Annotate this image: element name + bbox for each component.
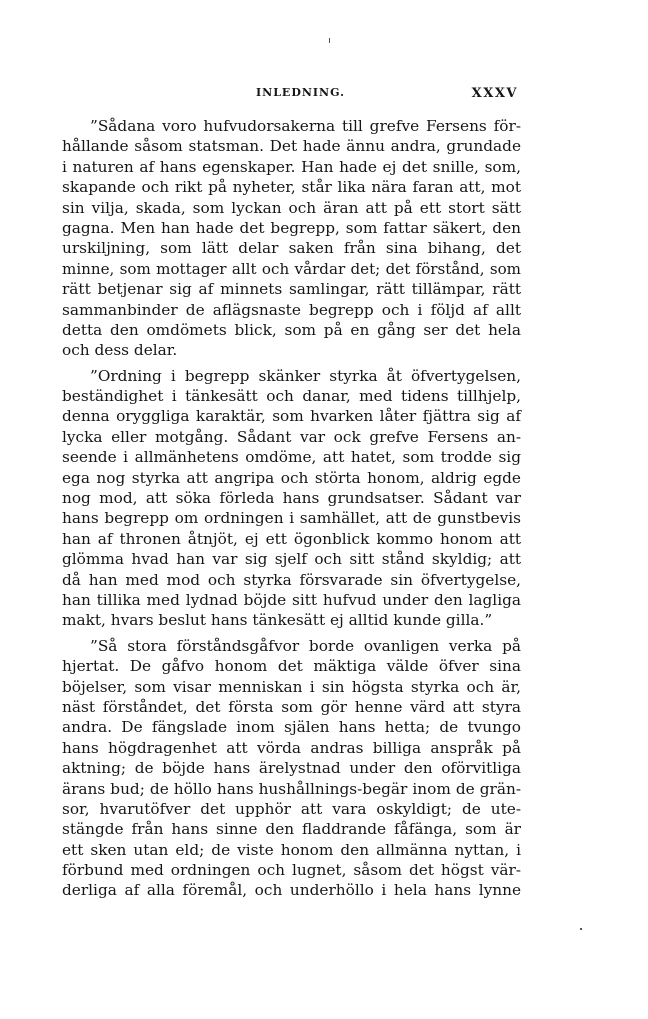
text-line: sin vilja, skada, som lyckan och äran att på ett stort sätt (62, 198, 521, 217)
text-line: hjertat. De gåfvo honom det mäktiga välde öfver sina (62, 657, 521, 676)
top-speck-mark (329, 38, 330, 43)
text-line: makt, hvars beslut hans tänkesätt ej alltid kunde gilla.” (62, 611, 493, 630)
text-line: då han med mod och styrka försvarade sin öfvertygelse, (62, 570, 521, 589)
text-line: sor, hvarutöfver det upphör att vara oskyldigt; de ute- (62, 799, 521, 818)
text-line: i naturen af hans egenskaper. Han hade ej det snille, som, (62, 157, 521, 176)
text-line: ”Sådana voro hufvudorsakerna till grefve Fersens för- (90, 117, 521, 135)
text-line: han af thronen åtnjöt, ej ett ögonblick kommo honom att (62, 529, 521, 548)
paragraph-1 (62, 116, 521, 361)
text-line: förbund med ordningen och lugnet, såsom det högst vär- (62, 861, 521, 880)
text-line: aktning; de böjde hans ärelystnad under den oförvitliga (62, 759, 521, 778)
text-line: lycka eller motgång. Sådant var ock grefve Fersens an- (62, 427, 521, 446)
text-line: detta den omdömets blick, som på en gång ser det hela (62, 320, 521, 339)
text-line: hans begrepp om ordningen i samhället, att de gunstbevis (62, 509, 521, 528)
text-line: urskiljning, som lätt delar saken från sina bihang, det (62, 239, 521, 258)
text-line: seende i allmänhetens omdöme, att hatet, som trodde sig (62, 448, 521, 467)
text-line: beständighet i tänkesätt och danar, med tidens tillhjelp, (62, 387, 521, 406)
text-line: hållande såsom statsman. Det hade ännu andra, grundade (62, 137, 521, 156)
running-header (256, 86, 518, 106)
text-line: ega nog styrka att angripa och störta honom, aldrig egde (62, 468, 521, 487)
body-text (62, 116, 521, 906)
text-line: nog mod, att söka förleda hans grundsatser. Sådant var (62, 489, 521, 508)
text-line: ”Så stora förståndsgåfvor borde ovanligen verka på (90, 636, 521, 655)
text-line: ärans bud; de höllo hans hushållnings-begär inom de grän- (62, 779, 521, 798)
paragraph-2 (62, 366, 521, 631)
text-line: rätt betjenar sig af minnets samlingar, rätt tillämpar, rätt (62, 280, 521, 299)
text-line: derliga af alla föremål, och underhöllo i hela hans lynne (62, 881, 521, 900)
right-margin-speck-mark (580, 928, 582, 930)
text-line: minne, som mottager allt och vårdar det; det förstånd, som (62, 259, 521, 278)
text-line: skapande och rikt på nyheter, står lika nära faran att, mot (62, 178, 521, 197)
text-line: gagna. Men han hade det begrepp, som fattar säkert, den (62, 218, 521, 237)
text-line: ett sken utan eld; de viste honom den allmänna nyttan, i (62, 840, 521, 859)
running-header-title: INLEDNING. (256, 86, 345, 99)
text-line: stängde från hans sinne den fladdrande fåfänga, som är (62, 820, 521, 839)
text-line: och dess delar. (62, 341, 178, 360)
page-number: XXXV (471, 86, 518, 101)
text-line: andra. De fängslade inom själen hans hetta; de tvungo (62, 718, 521, 737)
text-line: böjelser, som visar menniskan i sin högsta styrka och är, (62, 677, 521, 696)
text-line: hans högdragenhet att vörda andras billiga anspråk på (62, 738, 521, 757)
text-line: glömma hvad han var sig sjelf och sitt stånd skyldig; att (62, 550, 521, 569)
paragraph-3 (62, 636, 521, 901)
text-line: han tillika med lydnad böjde sitt hufvud under den lagliga (62, 590, 521, 609)
text-line: näst förståndet, det första som gör henne värd att styra (62, 697, 521, 716)
text-line: sammanbinder de aflägsnaste begrepp och i följd af allt (62, 300, 521, 319)
text-line: ”Ordning i begrepp skänker styrka åt öfvertygelsen, (90, 366, 521, 385)
text-line: denna oryggliga karaktär, som hvarken låter fjättra sig af (62, 407, 521, 426)
